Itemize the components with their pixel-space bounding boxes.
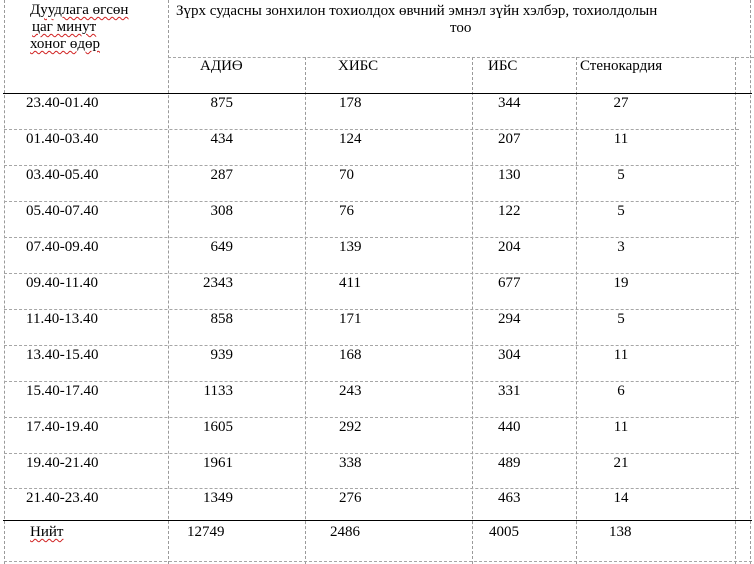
cell-hibs: 139 — [339, 239, 362, 255]
cell-adio: 1349 — [203, 490, 233, 506]
table-row — [0, 310, 754, 345]
cell-adio: 1605 — [203, 419, 233, 435]
cell-hibs: 168 — [339, 347, 362, 363]
cell-hibs: 171 — [339, 311, 362, 327]
total-adio: 12749 — [187, 524, 225, 540]
cell-stenokardia: 5 — [617, 167, 625, 183]
header-time-line: цаг минут — [32, 19, 97, 35]
total-top-border — [3, 520, 752, 521]
table-row — [0, 274, 754, 309]
header-time-line: хоног өдөр — [30, 36, 100, 52]
cell-hibs: 292 — [339, 419, 362, 435]
row-time: 23.40-01.40 — [26, 95, 99, 111]
group-title-continued: тоо — [450, 20, 472, 36]
total-hibs: 2486 — [330, 524, 360, 540]
row-time: 09.40-11.40 — [26, 275, 98, 291]
cell-hibs: 243 — [339, 383, 362, 399]
cell-stenokardia: 19 — [613, 275, 629, 291]
cell-adio: 858 — [210, 311, 233, 327]
row-time: 17.40-19.40 — [26, 419, 99, 435]
table-row — [0, 130, 754, 165]
column-header-stenokardia: Стенокардия — [580, 58, 663, 74]
header-time-label — [30, 2, 128, 53]
table-row — [0, 346, 754, 381]
cell-stenokardia: 11 — [613, 131, 629, 147]
cell-hibs: 76 — [339, 203, 354, 219]
cell-hibs: 178 — [339, 95, 362, 111]
group-title: Зүрх судасны зонхилон тохиолдох өвчний эмнэл зүйн хэлбэр, тохиолдолын — [176, 3, 658, 19]
cell-ibs: 207 — [498, 131, 521, 147]
row-time: 07.40-09.40 — [26, 239, 99, 255]
cell-stenokardia: 27 — [613, 95, 629, 111]
row-time: 01.40-03.40 — [26, 131, 99, 147]
row-time: 13.40-15.40 — [26, 347, 99, 363]
table-row — [0, 382, 754, 417]
cell-adio: 287 — [210, 167, 233, 183]
column-header-hibs: ХИБС — [338, 58, 379, 74]
cell-stenokardia: 5 — [617, 311, 625, 327]
total-stenokardia: 138 — [609, 524, 632, 540]
cell-stenokardia: 11 — [613, 419, 629, 435]
table-row — [0, 166, 754, 201]
cell-adio: 434 — [210, 131, 233, 147]
table-row — [0, 489, 754, 520]
total-row — [0, 523, 754, 559]
cell-stenokardia: 11 — [613, 347, 629, 363]
grid-line-horizontal — [168, 57, 754, 58]
cell-adio: 939 — [210, 347, 233, 363]
cell-adio: 649 — [210, 239, 233, 255]
header-time-line: Дуудлага өгсөн — [30, 2, 129, 18]
row-time: 05.40-07.40 — [26, 203, 99, 219]
cell-hibs: 411 — [339, 275, 361, 291]
cell-stenokardia: 3 — [617, 239, 625, 255]
cell-ibs: 204 — [498, 239, 521, 255]
table-row — [0, 418, 754, 453]
cell-ibs: 130 — [498, 167, 521, 183]
row-time: 11.40-13.40 — [26, 311, 98, 327]
cell-adio: 1961 — [203, 455, 233, 471]
row-time: 15.40-17.40 — [26, 383, 99, 399]
total-ibs: 4005 — [489, 524, 519, 540]
cell-ibs: 331 — [498, 383, 521, 399]
cell-adio: 1133 — [203, 383, 233, 399]
cell-hibs: 124 — [339, 131, 362, 147]
cell-stenokardia: 5 — [617, 203, 625, 219]
cell-ibs: 489 — [498, 455, 521, 471]
table-row — [0, 202, 754, 237]
column-header-ibs: ИБС — [488, 58, 518, 74]
cell-adio: 2343 — [203, 275, 233, 291]
column-header-adio: АДИӨ — [200, 58, 243, 74]
cell-stenokardia: 14 — [613, 490, 629, 506]
table-row — [0, 238, 754, 273]
table-row — [0, 454, 754, 488]
table-row — [0, 94, 754, 129]
cell-hibs: 338 — [339, 455, 362, 471]
cell-ibs: 304 — [498, 347, 521, 363]
cell-ibs: 294 — [498, 311, 521, 327]
cell-stenokardia: 21 — [613, 455, 629, 471]
row-time: 03.40-05.40 — [26, 167, 99, 183]
cell-hibs: 276 — [339, 490, 362, 506]
cell-ibs: 463 — [498, 490, 521, 506]
cell-ibs: 677 — [498, 275, 521, 291]
cell-adio: 308 — [210, 203, 233, 219]
grid-line-horizontal — [4, 561, 752, 562]
row-time: 19.40-21.40 — [26, 455, 99, 471]
cell-ibs: 122 — [498, 203, 521, 219]
cell-ibs: 440 — [498, 419, 521, 435]
cell-hibs: 70 — [339, 167, 354, 183]
cell-ibs: 344 — [498, 95, 521, 111]
row-time: 21.40-23.40 — [26, 490, 99, 506]
cell-stenokardia: 6 — [617, 383, 625, 399]
total-label: Нийт — [30, 524, 64, 540]
cell-adio: 875 — [210, 95, 233, 111]
